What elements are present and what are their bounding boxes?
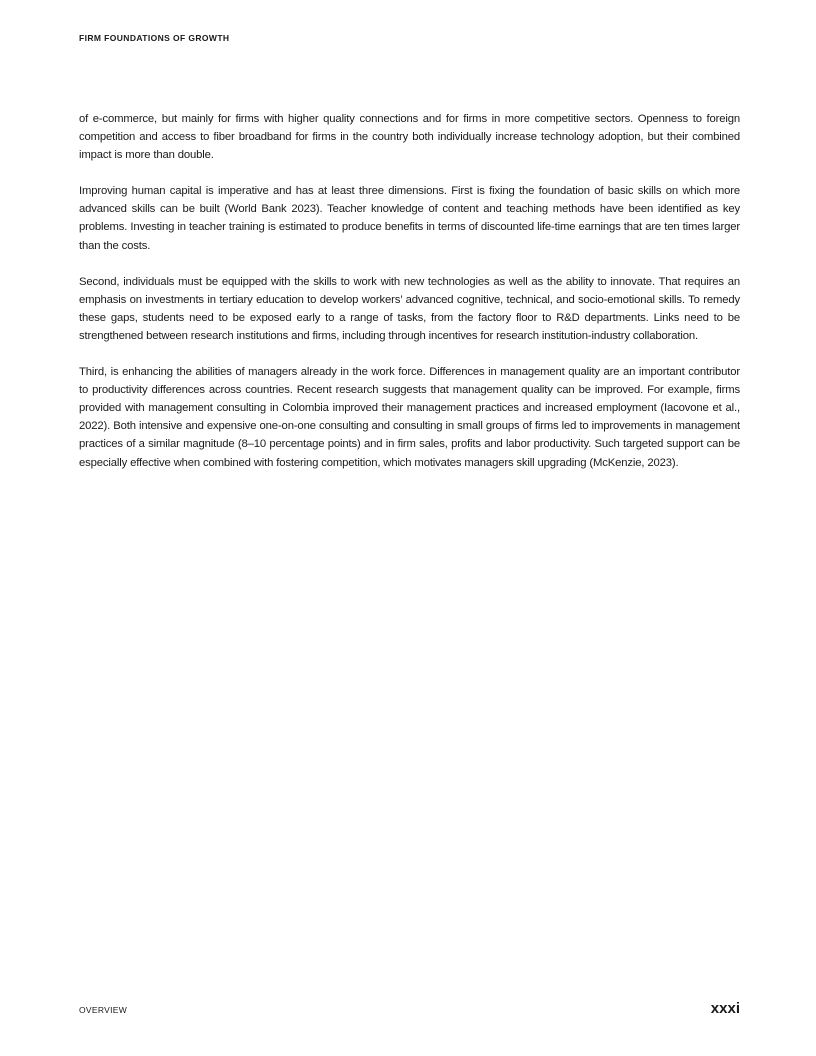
body-text (79, 110, 740, 490)
paragraph-new-technologies-skills: Second, individuals must be equipped with the skills to work with new technologies as well as the ability to innovate. That requires an emphasis on investments in tertiary education to develop workers’ advanced cognitive, technical, and socio-emotional skills. To remedy these gaps, students need to be exposed early to a range of tasks, from the factory floor to R&D departments. Links need to be strengthened between research institutions and firms, including through incentives for research institution-industry collaboration. (79, 275, 740, 342)
paragraph-human-capital: Improving human capital is imperative and has at least three dimensions. First is fixing the foundation of basic skills on which more advanced skills can be built (World Bank 2023). Teacher knowledge of content and teaching methods have been identified as key problems. Investing in teacher training is estimated to produce benefits in terms of discounted life-time earnings that are ten times larger than the costs. (79, 185, 740, 252)
page-number: xxxi (710, 1000, 740, 1017)
paragraph-management-quality: Third, is enhancing the abilities of managers already in the work force. Differences in management quality are an important contributor to productivity differences across countries. Recent research suggests that management quality can be improved. For example, firms provided with management consulting in Colombia improved their management practices and increased employment (Iacovone et al., 2022). Both intensive and expensive one-on-one consulting and consulting in small groups of firms led to improvements in management practices of a similar magnitude (8–10 percentage points) and in firm sales, profits and labor productivity. Such targeted support can be especially effective when combined with fostering competition, which motivates managers skill upgrading (McKenzie, 2023). (79, 366, 740, 469)
running-header: FIRM FOUNDATIONS OF GROWTH (79, 33, 230, 43)
footer-section-label: OVERVIEW (79, 1005, 128, 1015)
paragraph-ecommerce: of e-commerce, but mainly for firms with higher quality connections and for firms in more competitive sectors. Openness to foreign competition and access to fiber broadband for firms in the country both individually increase technology adoption, but their combined impact is more than double. (79, 113, 740, 162)
